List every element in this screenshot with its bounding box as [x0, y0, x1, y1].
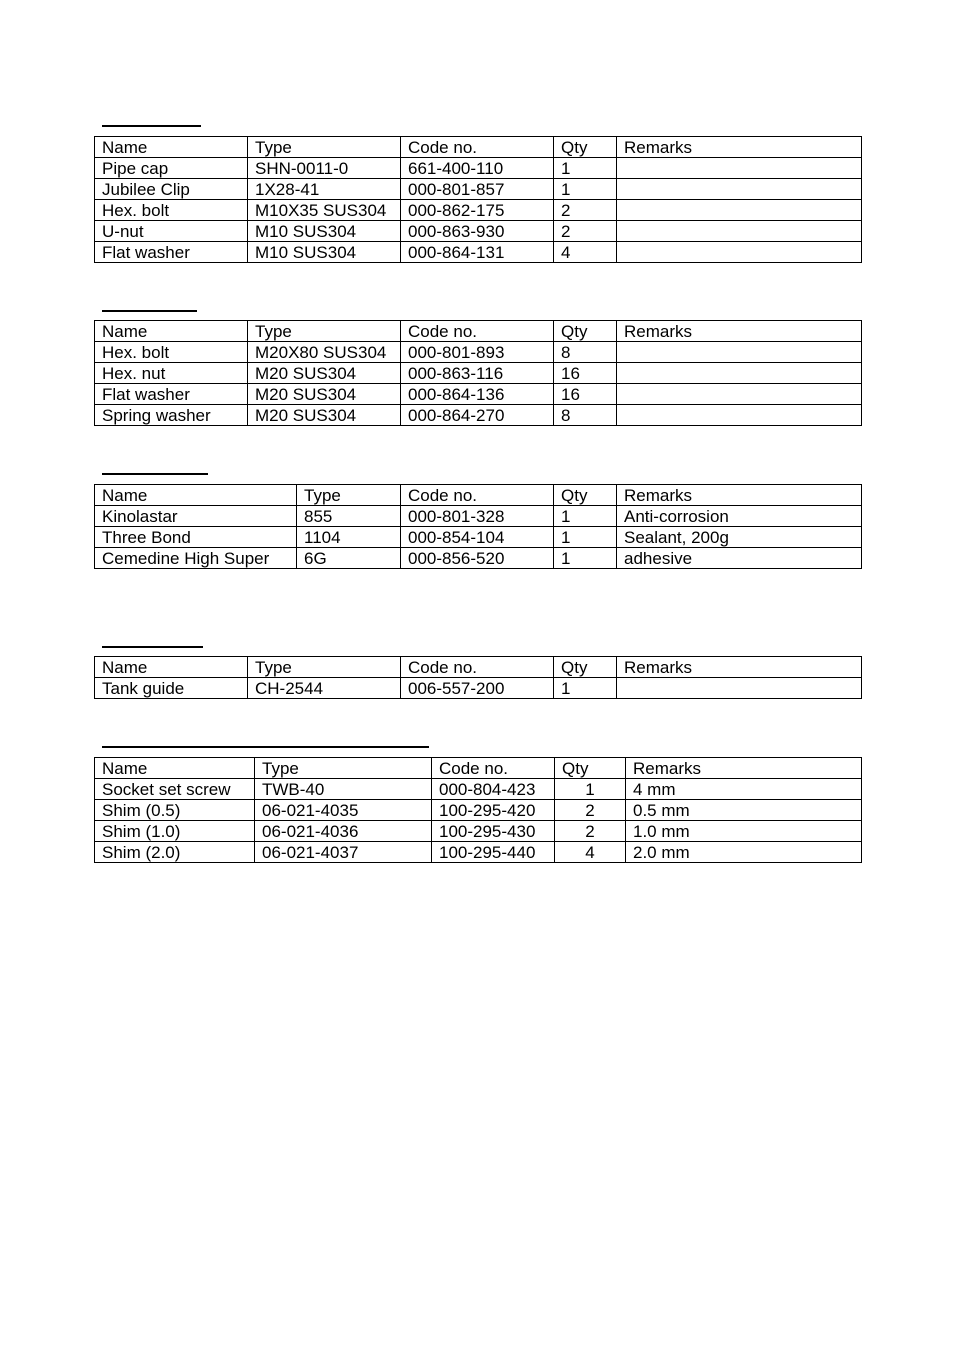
cell-type: 1104: [297, 527, 401, 548]
cell-remarks: [617, 384, 862, 405]
cell-name: Pipe cap: [95, 158, 248, 179]
cell-code-no: 000-801-893: [401, 342, 554, 363]
table-header-row: [95, 657, 862, 678]
table-header-row: [95, 485, 862, 506]
cell-remarks: 2.0 mm: [626, 842, 862, 863]
cell-qty: 1: [554, 506, 617, 527]
cell-code-no: 000-801-328: [401, 506, 554, 527]
cell-name: Spring washer: [95, 405, 248, 426]
cell-type: M20 SUS304: [248, 384, 401, 405]
cell-code-no: 000-804-423: [432, 779, 555, 800]
table-row: [95, 242, 862, 263]
cell-code-no: 100-295-420: [432, 800, 555, 821]
header-code-no: Code no.: [401, 137, 554, 158]
cell-qty: 2: [555, 821, 626, 842]
cell-remarks: [617, 363, 862, 384]
cell-qty: 2: [554, 200, 617, 221]
cell-name: Flat washer: [95, 384, 248, 405]
header-name: Name: [95, 321, 248, 342]
cell-type: M10 SUS304: [248, 242, 401, 263]
cell-type: 855: [297, 506, 401, 527]
parts-table: [94, 757, 862, 863]
cell-qty: 1: [554, 158, 617, 179]
cell-code-no: 000-856-520: [401, 548, 554, 569]
cell-remarks: Anti-corrosion: [617, 506, 862, 527]
cell-qty: 8: [554, 342, 617, 363]
header-code-no: Code no.: [432, 758, 555, 779]
cell-qty: 4: [555, 842, 626, 863]
cell-type: M10X35 SUS304: [248, 200, 401, 221]
cell-name: Socket set screw: [95, 779, 255, 800]
cell-name: Kinolastar: [95, 506, 297, 527]
header-name: Name: [95, 657, 248, 678]
table-row: [95, 221, 862, 242]
cell-name: Shim (1.0): [95, 821, 255, 842]
header-remarks: Remarks: [617, 321, 862, 342]
table-row: [95, 384, 862, 405]
cell-type: 1X28-41: [248, 179, 401, 200]
cell-remarks: [617, 221, 862, 242]
cell-type: M10 SUS304: [248, 221, 401, 242]
cell-code-no: 100-295-430: [432, 821, 555, 842]
cell-remarks: [617, 158, 862, 179]
table-row: [95, 842, 862, 863]
cell-remarks: adhesive: [617, 548, 862, 569]
cell-remarks: [617, 242, 862, 263]
header-type: Type: [255, 758, 432, 779]
table-row: [95, 363, 862, 384]
cell-qty: 2: [554, 221, 617, 242]
table-row: [95, 779, 862, 800]
section-heading-underline: [102, 746, 429, 748]
table-row: [95, 342, 862, 363]
cell-type: 06-021-4035: [255, 800, 432, 821]
cell-remarks: 1.0 mm: [626, 821, 862, 842]
cell-type: M20 SUS304: [248, 363, 401, 384]
cell-code-no: 000-863-116: [401, 363, 554, 384]
table-row: [95, 200, 862, 221]
header-code-no: Code no.: [401, 321, 554, 342]
cell-name: Hex. nut: [95, 363, 248, 384]
cell-name: Three Bond: [95, 527, 297, 548]
table-header-row: [95, 321, 862, 342]
header-code-no: Code no.: [401, 485, 554, 506]
cell-remarks: [617, 405, 862, 426]
header-remarks: Remarks: [626, 758, 862, 779]
cell-qty: 16: [554, 363, 617, 384]
cell-remarks: [617, 342, 862, 363]
table-row: [95, 548, 862, 569]
table-row: [95, 158, 862, 179]
parts-table: [94, 320, 862, 426]
cell-remarks: 0.5 mm: [626, 800, 862, 821]
cell-remarks: 4 mm: [626, 779, 862, 800]
header-qty: Qty: [555, 758, 626, 779]
cell-remarks: [617, 678, 862, 699]
section-heading-underline: [102, 646, 203, 648]
cell-name: Hex. bolt: [95, 342, 248, 363]
cell-code-no: 000-854-104: [401, 527, 554, 548]
cell-name: Shim (0.5): [95, 800, 255, 821]
cell-type: M20 SUS304: [248, 405, 401, 426]
cell-code-no: 000-864-136: [401, 384, 554, 405]
section-heading-underline: [102, 310, 197, 312]
cell-type: 06-021-4036: [255, 821, 432, 842]
section-heading-underline: [102, 125, 201, 127]
cell-name: U-nut: [95, 221, 248, 242]
cell-code-no: 000-864-270: [401, 405, 554, 426]
cell-name: Jubilee Clip: [95, 179, 248, 200]
cell-type: 6G: [297, 548, 401, 569]
cell-qty: 1: [554, 678, 617, 699]
header-name: Name: [95, 137, 248, 158]
cell-code-no: 000-863-930: [401, 221, 554, 242]
table-row: [95, 179, 862, 200]
parts-table: [94, 136, 862, 263]
header-name: Name: [95, 758, 255, 779]
section-heading-underline: [102, 473, 208, 475]
header-name: Name: [95, 485, 297, 506]
cell-qty: 2: [555, 800, 626, 821]
cell-code-no: 000-801-857: [401, 179, 554, 200]
cell-qty: 8: [554, 405, 617, 426]
cell-qty: 1: [555, 779, 626, 800]
cell-name: Cemedine High Super: [95, 548, 297, 569]
parts-table: [94, 656, 862, 699]
header-remarks: Remarks: [617, 485, 862, 506]
cell-type: M20X80 SUS304: [248, 342, 401, 363]
header-qty: Qty: [554, 485, 617, 506]
cell-remarks: [617, 179, 862, 200]
header-remarks: Remarks: [617, 657, 862, 678]
table-row: [95, 405, 862, 426]
cell-remarks: [617, 200, 862, 221]
cell-name: Hex. bolt: [95, 200, 248, 221]
cell-type: TWB-40: [255, 779, 432, 800]
header-qty: Qty: [554, 137, 617, 158]
cell-type: SHN-0011-0: [248, 158, 401, 179]
cell-remarks: Sealant, 200g: [617, 527, 862, 548]
cell-code-no: 000-862-175: [401, 200, 554, 221]
table-header-row: [95, 758, 862, 779]
table-row: [95, 678, 862, 699]
cell-type: CH-2544: [248, 678, 401, 699]
table-row: [95, 800, 862, 821]
cell-name: Flat washer: [95, 242, 248, 263]
cell-qty: 1: [554, 179, 617, 200]
parts-table: [94, 484, 862, 569]
cell-qty: 1: [554, 527, 617, 548]
cell-name: Shim (2.0): [95, 842, 255, 863]
header-remarks: Remarks: [617, 137, 862, 158]
cell-qty: 16: [554, 384, 617, 405]
cell-qty: 1: [554, 548, 617, 569]
cell-qty: 4: [554, 242, 617, 263]
header-code-no: Code no.: [401, 657, 554, 678]
header-type: Type: [297, 485, 401, 506]
table-row: [95, 821, 862, 842]
header-type: Type: [248, 137, 401, 158]
header-qty: Qty: [554, 321, 617, 342]
cell-name: Tank guide: [95, 678, 248, 699]
table-row: [95, 506, 862, 527]
cell-code-no: 100-295-440: [432, 842, 555, 863]
cell-type: 06-021-4037: [255, 842, 432, 863]
table-row: [95, 527, 862, 548]
cell-code-no: 000-864-131: [401, 242, 554, 263]
cell-code-no: 661-400-110: [401, 158, 554, 179]
cell-code-no: 006-557-200: [401, 678, 554, 699]
header-qty: Qty: [554, 657, 617, 678]
header-type: Type: [248, 321, 401, 342]
header-type: Type: [248, 657, 401, 678]
table-header-row: [95, 137, 862, 158]
